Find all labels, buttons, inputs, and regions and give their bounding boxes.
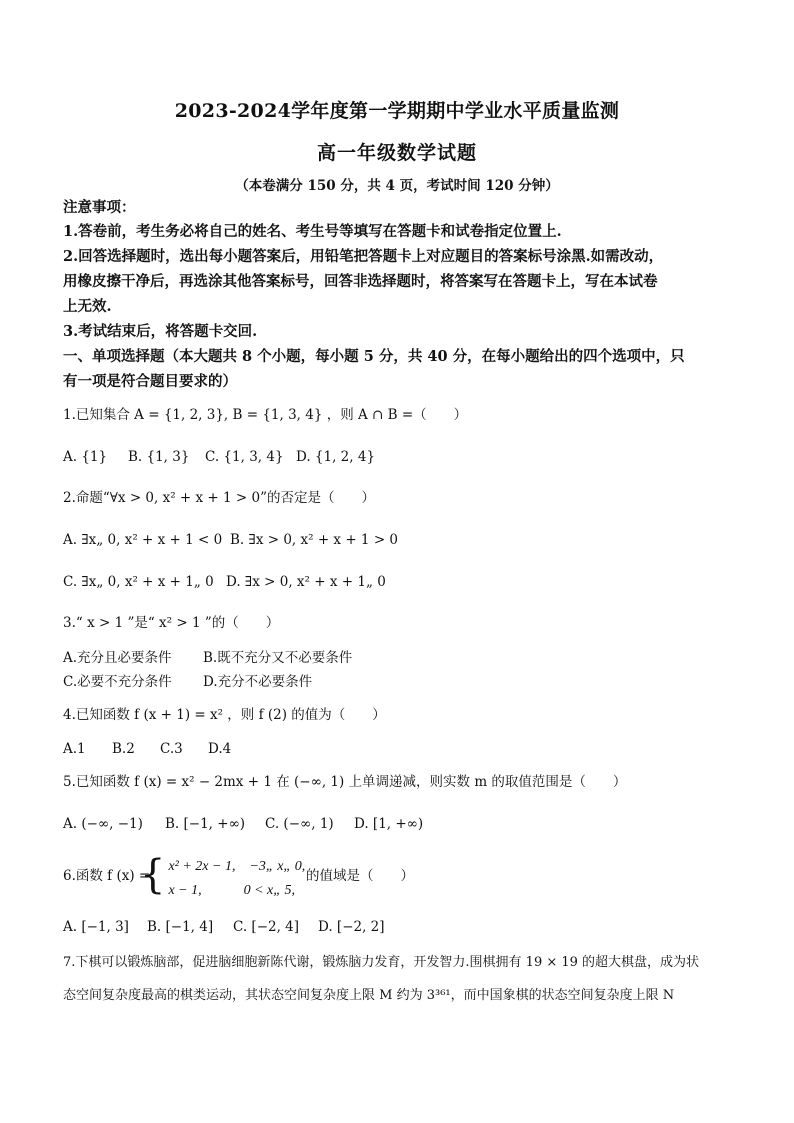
exam-title: 2023-2024学年度第一学期期中学业水平质量监测: [174, 100, 620, 122]
section-heading-line-1: 一、单项选择题（本大题共 8 个小题，每小题 5 分，共 40 分，在每小题给出的四个选项中，只: [63, 348, 685, 365]
left-brace: {: [140, 852, 166, 898]
question-5-stem: 5.已知函数 f (x) = x² − 2mx + 1 在 (−∞, 1) 上单调递减，则实数 m 的取值范围是（ ）: [63, 774, 627, 790]
question-7-line-1: 7.下棋可以锻炼脑部，促进脑细胞新陈代谢，锻炼脑力发育，开发智力.围棋拥有 19 × 19 的超大棋盘，成为状: [63, 955, 700, 970]
piecewise-case-2: x − 1, 0 < x„ 5,: [168, 883, 296, 898]
section-heading-line-2: 有一项是符合题目要求的）: [63, 373, 237, 390]
piecewise-case-1: x² + 2x − 1, −3„ x„ 0,: [168, 859, 306, 874]
question-4-option-c[interactable]: C.3: [160, 741, 183, 757]
question-3-option-d[interactable]: D.充分不必要条件: [203, 674, 313, 690]
notice-item-1: 1.答卷前，考生务必将自己的姓名、考生号等填写在答题卡和试卷指定位置上.: [63, 223, 562, 240]
question-6-option-b[interactable]: B. [−1, 4]: [147, 919, 214, 935]
question-6-option-a[interactable]: A. [−1, 3]: [63, 919, 129, 935]
question-3-option-c[interactable]: C.必要不充分条件: [63, 674, 172, 690]
question-1-option-a[interactable]: A. {1}: [63, 449, 108, 465]
question-6-option-c[interactable]: C. [−2, 4]: [233, 919, 300, 935]
question-5-option-c[interactable]: C. (−∞, 1): [265, 816, 334, 832]
question-7-line-2: 态空间复杂度最高的棋类运动，其状态空间复杂度上限 M 约为 3³⁶¹，而中国象棋的状态空间复杂度上限 N: [63, 988, 675, 1003]
piecewise-function: [140, 852, 306, 899]
question-6-option-d[interactable]: D. [−2, 2]: [318, 919, 385, 935]
question-6-stem-prefix: 6.函数 f (x) =: [63, 868, 151, 884]
question-3-stem: 3.“ x > 1 ”是“ x² > 1 ”的（ ）: [63, 615, 280, 631]
notice-heading: 注意事项：: [63, 199, 136, 216]
question-5-option-a[interactable]: A. (−∞, −1): [63, 816, 143, 832]
question-4-option-a[interactable]: A.1: [63, 741, 86, 757]
piecewise-cases: [168, 855, 305, 899]
notice-item-2-line-1: 2.回答选择题时，选出每小题答案后，用铅笔把答题卡上对应题目的答案标号涂黑.如需改动，: [63, 248, 664, 265]
question-3-option-b[interactable]: B.既不充分又不必要条件: [203, 650, 353, 666]
exam-info: （本卷满分 150 分，共 4 页，考试时间 120 分钟）: [235, 178, 559, 194]
question-2-option-d[interactable]: D. ∃x > 0, x² + x + 1„ 0: [226, 574, 386, 590]
question-4-option-b[interactable]: B.2: [112, 741, 135, 757]
question-5-option-b[interactable]: B. [−1, +∞): [165, 816, 246, 832]
question-1-option-d[interactable]: D. {1, 2, 4}: [296, 449, 376, 465]
exam-subject-title: 高一年级数学试题: [316, 142, 477, 164]
question-3-option-a[interactable]: A.充分且必要条件: [63, 650, 172, 666]
question-1-stem: 1.已知集合 A = {1, 2, 3}, B = {1, 3, 4} ，则 A ∩ B =（ ）: [63, 407, 468, 423]
question-2-option-a[interactable]: A. ∃x„ 0, x² + x + 1 < 0: [63, 532, 223, 548]
question-2-stem: 2.命题“∀x > 0, x² + x + 1 > 0”的否定是（ ）: [63, 490, 376, 506]
notice-item-2-line-3: 上无效.: [63, 298, 112, 315]
notice-item-3: 3.考试结束后，将答题卡交回.: [63, 323, 258, 340]
question-4-option-d[interactable]: D.4: [208, 741, 232, 757]
question-4-stem: 4.已知函数 f (x + 1) = x² ，则 f (2) 的值为（ ）: [63, 707, 386, 723]
question-2-option-c[interactable]: C. ∃x„ 0, x² + x + 1„ 0: [63, 574, 214, 590]
question-6-stem-suffix: 的值域是（ ）: [306, 868, 414, 884]
notice-item-2-line-2: 用橡皮擦干净后，再选涂其他答案标号，回答非选择题时，将答案写在答题卡上，写在本试卷: [63, 273, 658, 290]
question-1-option-b[interactable]: B. {1, 3}: [128, 449, 190, 465]
question-2-option-b[interactable]: B. ∃x > 0, x² + x + 1 > 0: [230, 532, 399, 548]
question-1-option-c[interactable]: C. {1, 3, 4}: [205, 449, 284, 465]
question-5-option-d[interactable]: D. [1, +∞): [354, 816, 424, 832]
